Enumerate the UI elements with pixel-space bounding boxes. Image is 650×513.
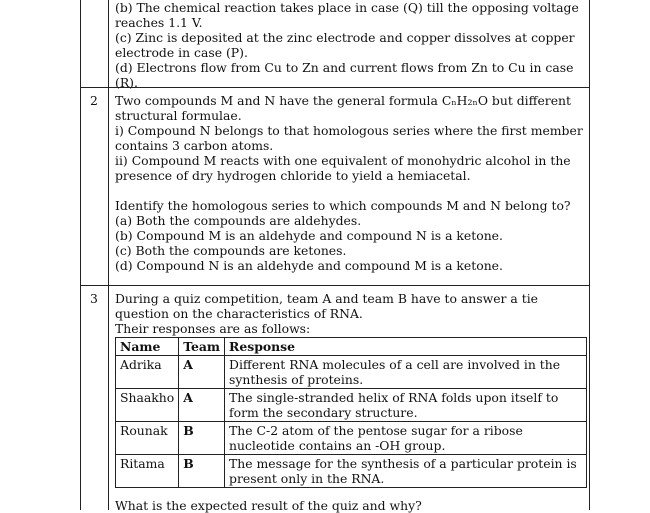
question-1-options	[115, 0, 585, 90]
question-3	[115, 291, 585, 488]
question-number: 3	[90, 291, 98, 306]
student-name: Rounak	[116, 422, 179, 455]
response-text: Different RNA molecules of a cell are involved in the synthesis of proteins.	[225, 356, 587, 389]
table-row	[116, 455, 587, 488]
header-response: Response	[225, 338, 587, 356]
option-a: (a) Both the compounds are aldehydes.	[115, 213, 362, 228]
header-name: Name	[116, 338, 179, 356]
response-text: The message for the synthesis of a particular protein is present only in the RNA.	[225, 455, 587, 488]
team-label: B	[179, 455, 225, 488]
table-row	[116, 389, 587, 422]
header-team: Team	[179, 338, 225, 356]
team-label: B	[179, 422, 225, 455]
table-row	[116, 356, 587, 389]
option-b: (b) Compound M is an aldehyde and compound N is a ketone.	[115, 228, 503, 243]
table-border-left	[80, 0, 81, 510]
responses-label: Their responses are as follows:	[115, 321, 311, 336]
student-name: Shaakho	[116, 389, 179, 422]
response-text: The C-2 atom of the pentose sugar for a ribose nucleotide contains an -OH group.	[225, 422, 587, 455]
question-text: What is the expected result of the quiz and why?	[115, 498, 422, 513]
student-name: Adrika	[116, 356, 179, 389]
question-intro: During a quiz competition, team A and team B have to answer a tie question on the characteristics of RNA.	[115, 291, 539, 321]
option-b: (b) The chemical reaction takes place in case (Q) till the opposing voltage reaches 1.1 V.	[115, 0, 579, 30]
question-intro: Two compounds M and N have the general formula CₙH₂ₙO but different structural formulae.	[115, 93, 571, 123]
question-number: 2	[90, 93, 98, 108]
team-label: A	[179, 356, 225, 389]
table-row	[116, 422, 587, 455]
option-d: (d) Compound N is an aldehyde and compound M is a ketone.	[115, 258, 503, 273]
statement-1: i) Compound N belongs to that homologous series where the first member contains 3 carbon atoms.	[115, 123, 583, 153]
question-text: Identify the homologous series to which compounds M and N belong to?	[115, 198, 571, 213]
team-label: A	[179, 389, 225, 422]
table-border-right	[589, 0, 590, 510]
student-name: Ritama	[116, 455, 179, 488]
column-divider	[108, 0, 109, 510]
responses-table	[115, 337, 587, 488]
row-divider	[80, 285, 590, 286]
option-c: (c) Zinc is deposited at the zinc electrode and copper dissolves at copper electrode in case (P).	[115, 30, 575, 60]
table-header-row	[116, 338, 587, 356]
option-d: (d) Electrons flow from Cu to Zn and current flows from Zn to Cu in case (R).	[115, 60, 574, 90]
question-2	[115, 93, 585, 273]
response-text: The single-stranded helix of RNA folds upon itself to form the secondary structure.	[225, 389, 587, 422]
option-c: (c) Both the compounds are ketones.	[115, 243, 347, 258]
statement-2: ii) Compound M reacts with one equivalent of monohydric alcohol in the presence of dry hydrogen chloride to yield a hemiacetal.	[115, 153, 571, 183]
